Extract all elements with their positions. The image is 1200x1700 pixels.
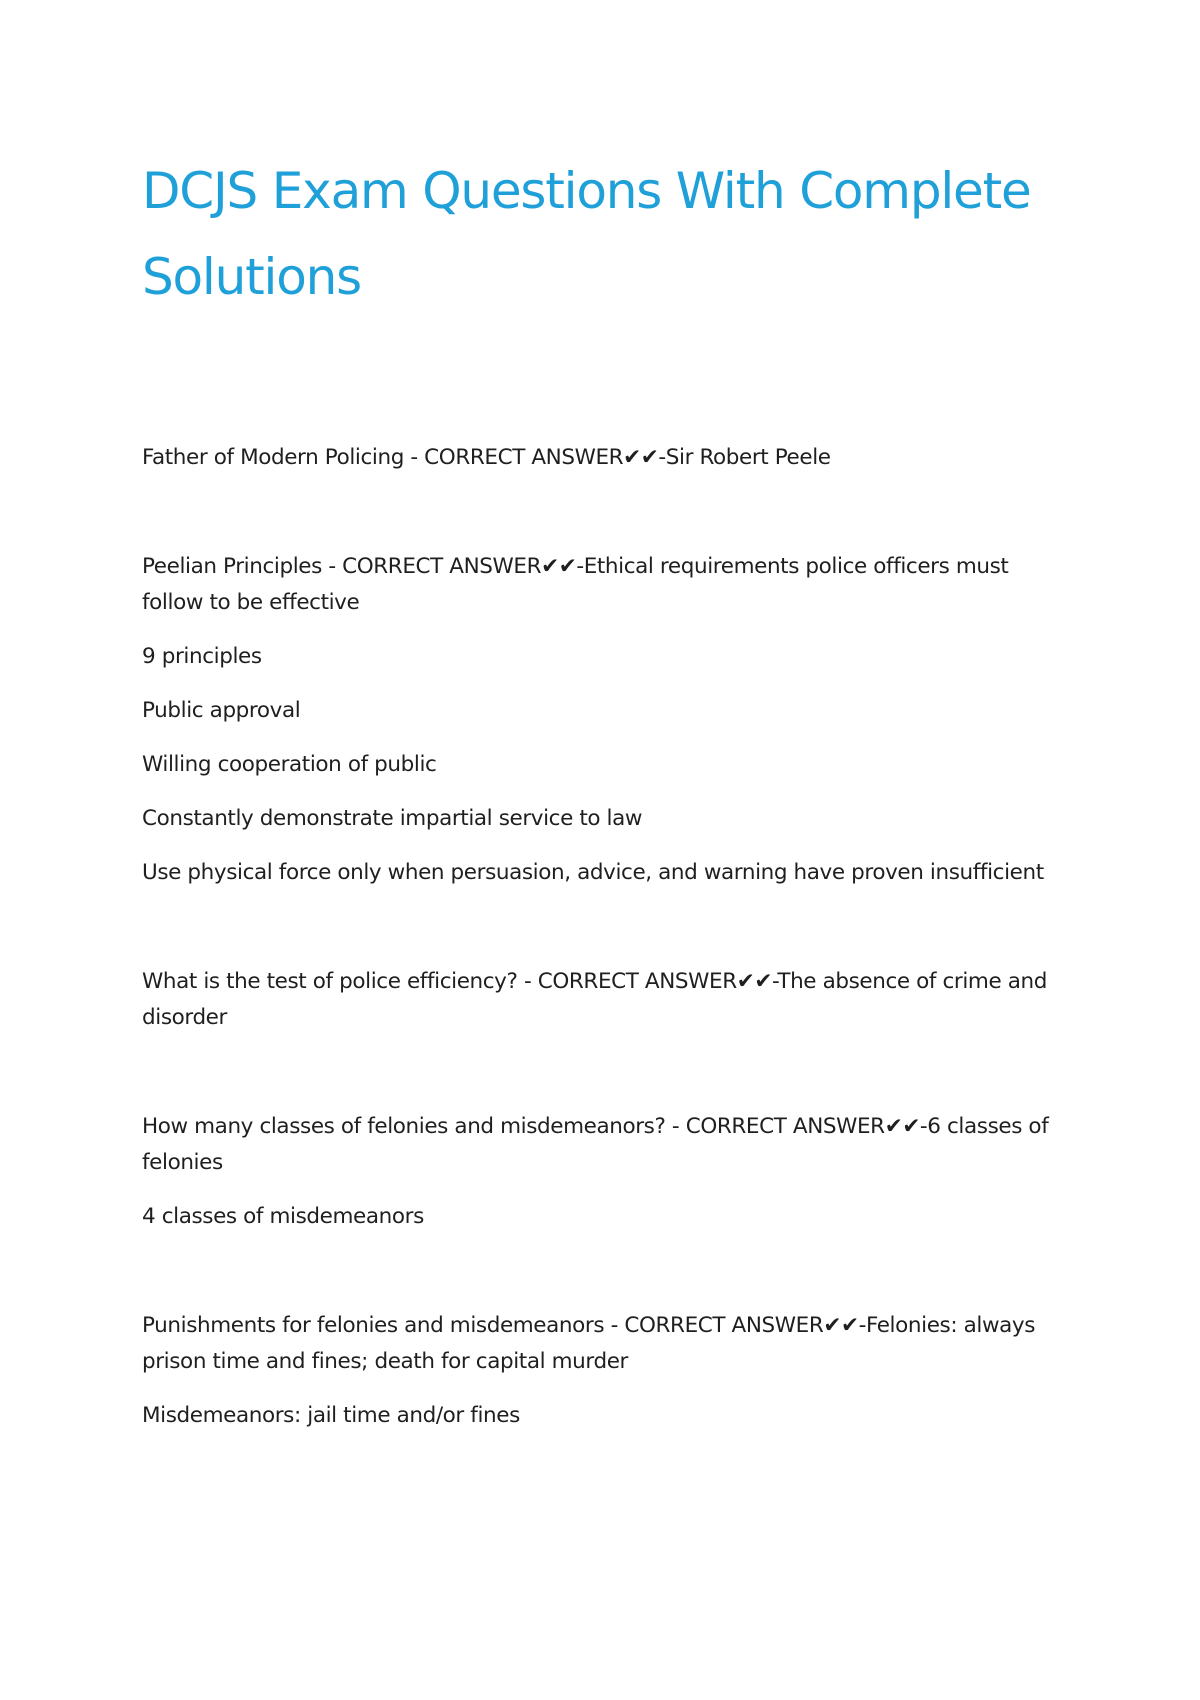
document-body (142, 440, 1062, 1507)
qa-question-answer: Father of Modern Policing - CORRECT ANSWER✔✔-Sir Robert Peele (142, 445, 831, 470)
document-title: DCJS Exam Questions With Complete Solutions (142, 162, 1031, 306)
qa-entry-classes (142, 1109, 1062, 1235)
qa-question-answer: What is the test of police efficiency? - CORRECT ANSWER✔✔-The absence of crime and disorder (142, 969, 1047, 1030)
qa-entry-punishments (142, 1308, 1062, 1434)
answer-detail-line: 4 classes of misdemeanors (142, 1204, 424, 1229)
answer-detail-line: Misdemeanors: jail time and/or fines (142, 1403, 520, 1428)
qa-question-answer: How many classes of felonies and misdemeanors? - CORRECT ANSWER✔✔-6 classes of felonies (142, 1114, 1049, 1175)
qa-entry-police-efficiency (142, 964, 1062, 1036)
answer-detail-line: Use physical force only when persuasion, advice, and warning have proven insufficient (142, 860, 1044, 885)
qa-entry-peelian-principles (142, 549, 1062, 891)
answer-detail-line: Willing cooperation of public (142, 752, 437, 777)
qa-question-answer: Peelian Principles - CORRECT ANSWER✔✔-Ethical requirements police officers must follow to be effective (142, 554, 1009, 615)
answer-detail-line: Constantly demonstrate impartial service to law (142, 806, 643, 831)
qa-question-answer: Punishments for felonies and misdemeanors - CORRECT ANSWER✔✔-Felonies: always prison time and fines; death for capital murder (142, 1313, 1036, 1374)
qa-entry-modern-policing (142, 440, 1062, 476)
answer-detail-line: Public approval (142, 698, 301, 723)
answer-detail-line: 9 principles (142, 644, 262, 669)
